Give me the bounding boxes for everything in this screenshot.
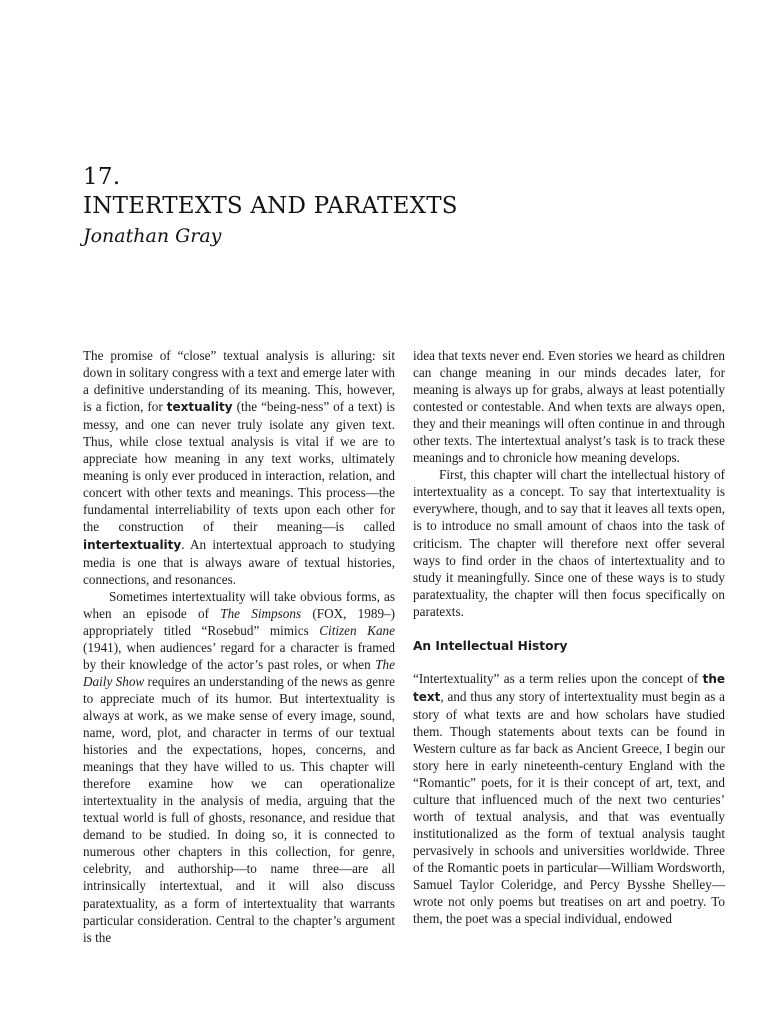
- chapter-author: Jonathan Gray: [83, 225, 222, 247]
- chapter-title: INTERTEXTS AND PARATEXTS: [83, 193, 458, 219]
- text-run: Sometimes intertextuality will take obvious forms, as when an episode of: [83, 588, 395, 621]
- text-run: “Intertextuality” as a term relies upon the concept of: [413, 670, 703, 686]
- section-heading: An Intellectual History: [413, 638, 568, 653]
- text-run: (1941), when audiences’ regard for a character is framed by their knowledge of the actor’s past roles, or when: [83, 639, 395, 672]
- left-column: [83, 347, 395, 946]
- keyword-intertextuality: intertextuality: [83, 537, 182, 552]
- text-run: requires an understanding of the news as genre to appreciate much of its humor. But intertextuality is always at work, as we make sense of every image, sound, name, word, plot, and character in terms of our textual histories and the expectations, hopes, concerns, and meanings that they have willed to us. This chapter will therefore examine how we can operationalize intertextuality in the analysis of media, arguing that the textual world is full of ghosts, resonance, and residue that demand to be studied. In doing so, it is connected to numerous other chapters in this collection, for genre, celebrity, and authorship—to name three—are all intrinsically intertextual, and it will also discuss paratextuality, as a form of intertextuality that warrants particular consideration. Central to the chapter’s argument is the: [83, 673, 395, 945]
- paragraph-texts-never-end: idea that texts never end. Even stories we heard as children can change meaning in our minds decades later, for meaning is always up for grabs, always at least potentially contested or contestable. And when texts are always open, they and their meanings will often continue in and through other texts. The intertextual analyst’s task is to track these meanings and to chronicle how meaning develops.: [413, 348, 725, 466]
- paragraph-chapter-overview: First, this chapter will chart the intellectual history of intertextuality as a concept. To say that intertextuality is everywhere, though, and to say that it leaves all texts open, is to introduce no small amount of chaos into the task of criticism. The chapter will therefore next offer several ways to find order in the chaos of intertextuality and to study it meaningfully. Since one of these ways is to study paratextuality, the chapter will then focus specifically on paratexts.: [413, 467, 725, 619]
- title-citizen-kane: Citizen Kane: [319, 622, 395, 638]
- text-run: The promise of “close” textual analysis is alluring: sit down in solitary congress with a text and emerge later with a definitive understanding of its meaning. This, however, is a fiction, for: [83, 348, 395, 415]
- paragraph-obvious-forms: [83, 588, 395, 946]
- paragraph-close-analysis: [83, 347, 395, 588]
- keyword-the-text: the text: [413, 671, 725, 704]
- right-column: [413, 347, 725, 928]
- title-the-simpsons: The Simpsons: [220, 605, 302, 621]
- text-run: (the “being-ness” of a text) is messy, and one can never truly isolate any given text. Thus, while close textual analysis is vital if we are to appreciate how meaning in any text works, ultimately meaning is only ever produced in interaction, relation, and concert with other texts and meanings. This process—the fundamental interreliability of texts upon each other for the construction of their meaning—is called: [83, 399, 396, 535]
- title-the-daily-show: The Daily Show: [83, 656, 395, 689]
- chapter-number: 17.: [83, 164, 121, 190]
- keyword-textuality: textuality: [166, 400, 233, 415]
- text-run: (FOX, 1989–) appropriately titled “Rosebud” mimics: [83, 605, 396, 638]
- text-run: , and thus any story of intertextuality must begin as a story of what texts are and how scholars have studied them. Though statements about texts can be found in Western culture as far back as Ancient Greece, I begin our story here in early nineteenth-century England with the “Romantic” poets, for it is their concept of art, text, and culture that influenced much of the next two centuries’ worth of textual analysis, and that was eventually institutionalized as the form of textual analysis taught pervasively in schools and universities worldwide. Three of the Romantic poets in particular—William Wordsworth, Samuel Taylor Coleridge, and Percy Bysshe Shelley—wrote not only poems but treatises on art and poetry. To them, the poet was a special individual, endowed: [413, 688, 725, 927]
- text-run: . An intertextual approach to studying media is one that is always aware of textual histories, connections, and resonances.: [83, 536, 395, 587]
- paragraph-intellectual-history: [413, 670, 725, 928]
